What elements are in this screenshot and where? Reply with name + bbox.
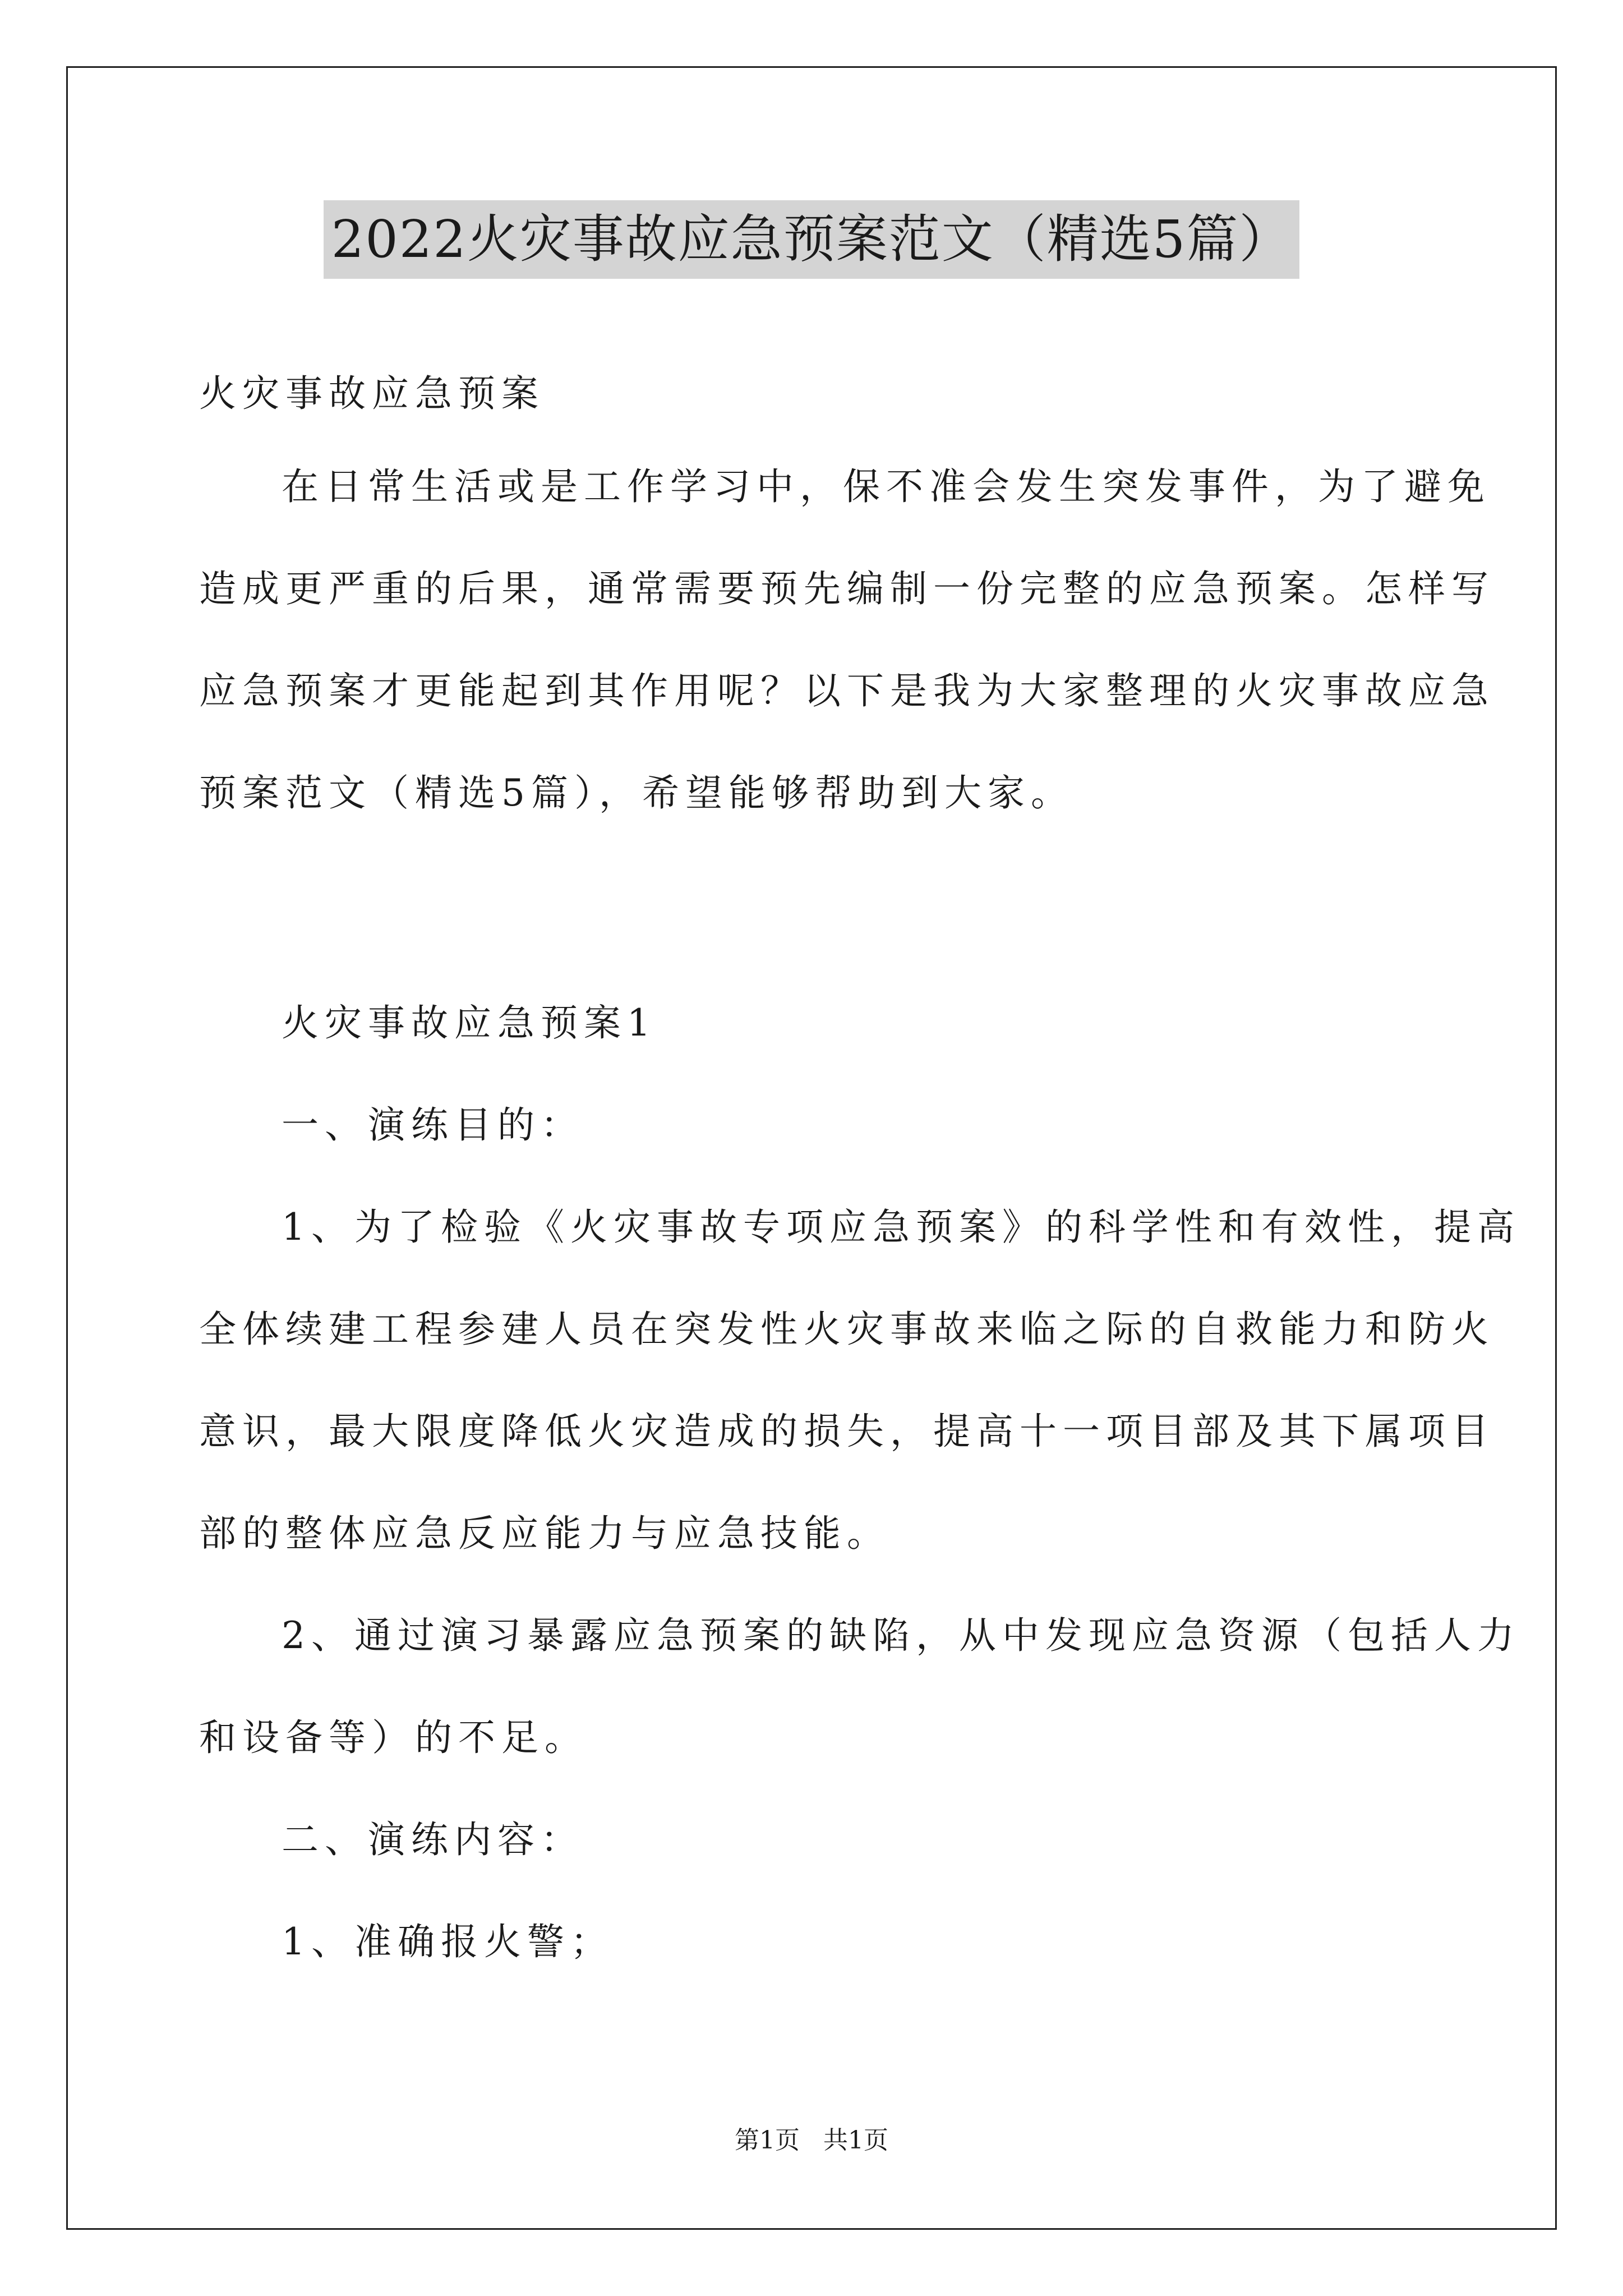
document-title[interactable]: 2022火灾事故应急预案范文（精选5篇） [324,200,1300,279]
item-2-line-2: 和设备等）的不足。 [199,1716,588,1759]
item-1-line-2: 全体续建工程参建人员在突发性火灾事故来临之际的自救能力和防火 [199,1308,1495,1351]
intro-line-3: 应急预案才更能起到其作用呢？以下是我为大家整理的火灾事故应急 [199,669,1495,712]
page-footer: 第1页 共1页 [735,2126,888,2155]
section-heading: 火灾事故应急预案1 [282,1001,657,1045]
part-two-heading: 二、演练内容： [282,1818,584,1861]
subtitle: 火灾事故应急预案 [199,372,545,415]
intro-line-2: 造成更严重的后果，通常需要预先编制一份完整的应急预案。怎样写 [199,567,1495,610]
intro-line-4: 预案范文（精选5篇），希望能够帮助到大家。 [199,771,1074,815]
content-item-1: 1、准确报火警； [282,1920,614,1963]
title-container [0,200,1623,279]
item-1-line-3: 意识，最大限度降低火灾造成的损失，提高十一项目部及其下属项目 [199,1410,1495,1453]
item-1-line-1: 1、为了检验《火灾事故专项应急预案》的科学性和有效性，提高 [282,1205,1520,1249]
item-1-line-4: 部的整体应急反应能力与应急技能。 [199,1512,890,1555]
item-2-line-1: 2、通过演习暴露应急预案的缺陷，从中发现应急资源（包括人力 [282,1614,1520,1657]
intro-line-1: 在日常生活或是工作学习中，保不准会发生突发事件，为了避免 [282,465,1491,508]
part-one-heading: 一、演练目的： [282,1103,584,1147]
